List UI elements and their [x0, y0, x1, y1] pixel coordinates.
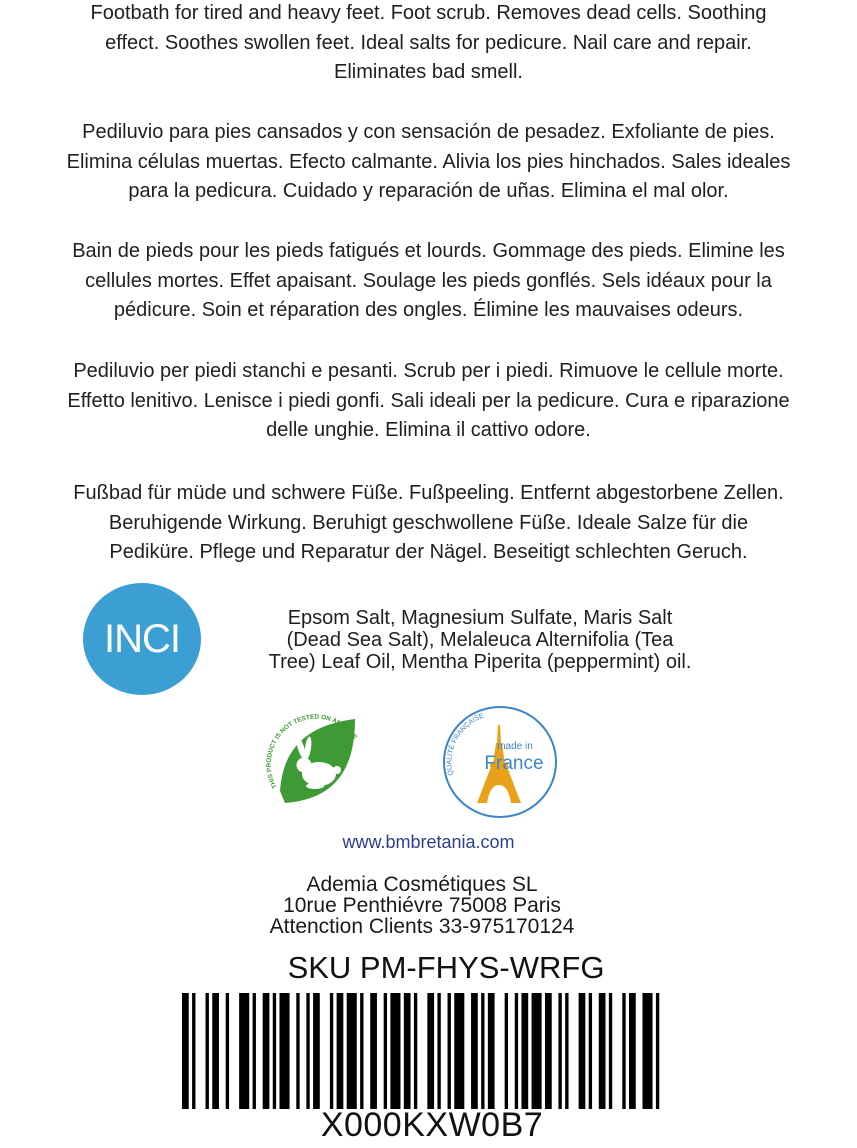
barcode-bar — [263, 993, 270, 1109]
barcode-bar — [384, 993, 387, 1109]
barcode-bar — [313, 993, 320, 1109]
barcode-bar — [390, 993, 400, 1109]
barcode-bar — [347, 993, 357, 1109]
barcode-bar — [579, 993, 586, 1109]
barcode-bar — [656, 993, 659, 1109]
description-english: Footbath for tired and heavy feet. Foot scrub. Removes dead cells. Soothing effect. Soothes swollen feet. Ideal salts for pedicure. Nail care and repair. Eliminates bad smell. — [90, 2, 767, 83]
leaf-shape — [280, 719, 355, 803]
barcode-bar — [337, 993, 344, 1109]
cruelty-free-arc-text: THIS PRODUCT IS NOT TESTED ON ANIMALS — [265, 713, 359, 790]
barcode-bar — [279, 993, 289, 1109]
barcode-bar — [448, 993, 451, 1109]
inci-badge-label: INCI — [104, 616, 180, 661]
barcode-bar — [565, 993, 568, 1109]
barcode-bar — [306, 993, 309, 1109]
description-german: Fußbad für müde und schwere Füße. Fußpeeling. Entfernt abgestorbene Zellen. Beruhigende Wirkung. Beruhigt geschwollene Füße. Ideale Salze für die Pediküre. Pflege und Reparatur der Nägel. Beseitigt schlechten Geruch. — [73, 482, 784, 563]
inci-ingredients: Epsom Salt, Magnesium Sulfate, Maris Salt (Dead Sea Salt), Melaleuca Alternifolia (Tea Tree) Leaf Oil, Mentha Piperita (peppermint) oil. — [268, 607, 692, 673]
barcode-bar — [370, 993, 377, 1109]
barcode-bar — [471, 993, 478, 1109]
barcode-icon — [182, 993, 666, 1109]
barcode-bar — [622, 993, 625, 1109]
barcode-bar — [226, 993, 229, 1109]
barcode-bar — [505, 993, 508, 1109]
inci-badge — [83, 583, 201, 695]
barcode-bar — [206, 993, 209, 1109]
cruelty-free-logo — [255, 703, 375, 823]
barcode-number: X000KXW0B7 — [320, 1106, 544, 1144]
sku-label: SKU PM-FHYS-WRFG — [287, 950, 605, 985]
barcode-bar — [589, 993, 592, 1109]
company-info — [0, 874, 844, 937]
barcode-bar — [599, 993, 606, 1109]
barcode-bar — [182, 993, 189, 1109]
barcode-bar — [642, 993, 652, 1109]
barcode-bar — [515, 993, 518, 1109]
barcode-bar — [360, 993, 363, 1109]
company-address: 10rue Penthiévre 75008 Paris — [283, 894, 561, 917]
made-in-france-logo — [435, 703, 565, 821]
barcode-bar — [488, 993, 495, 1109]
company-name: Ademia Cosmétiques SL — [306, 873, 538, 896]
barcode-bar — [532, 993, 542, 1109]
barcode-bar — [212, 993, 219, 1109]
made-in-label: made in — [497, 741, 533, 752]
website-url: www.bmbretania.com — [342, 832, 515, 852]
barcode-bar — [253, 993, 256, 1109]
description-spanish: Pediluvio para pies cansados y con sensación de pesadez. Exfoliante de pies. Elimina células muertas. Efecto calmante. Alivia los pies hinchados. Sales ideales para la pedicura. Cuidado y reparación de uñas. Elimina el mal olor. — [66, 121, 791, 202]
barcode-bar — [296, 993, 299, 1109]
france-label: France — [484, 753, 544, 774]
barcode-bar — [273, 993, 276, 1109]
description-italian: Pediluvio per piedi stanchi e pesanti. Scrub per i piedi. Rimuove le cellule morte. Effetto lenitivo. Lenisce i piedi gonfi. Sali ideali per la pedicure. Cura e riparazione delle unghie. Elimina il cattivo odore. — [67, 360, 790, 441]
france-arc-text: QUALITÉ FRANÇAISE — [446, 712, 485, 777]
barcode-bar — [454, 993, 464, 1109]
barcode-bar — [192, 993, 195, 1109]
barcode-bar — [239, 993, 249, 1109]
barcode-bar — [609, 993, 612, 1109]
barcode-bar — [427, 993, 434, 1109]
barcode-bar — [545, 993, 552, 1109]
barcode-bar — [414, 993, 417, 1109]
barcode-bar — [481, 993, 484, 1109]
barcode-bar — [558, 993, 561, 1109]
barcode-bar — [330, 993, 333, 1109]
barcode-bar — [629, 993, 636, 1109]
barcode-bar — [521, 993, 528, 1109]
description-french: Bain de pieds pour les pieds fatigués et lourds. Gommage des pieds. Elimine les cellules mortes. Effet apaisant. Soulage les pieds gonflés. Sels idéaux pour la pédicure. Soin et réparation des ongles. Élimine les mauvaises odeurs. — [72, 240, 785, 321]
barcode-bar — [437, 993, 440, 1109]
barcode-bar — [404, 993, 411, 1109]
company-contact: Attenction Clients 33-975170124 — [269, 915, 575, 938]
